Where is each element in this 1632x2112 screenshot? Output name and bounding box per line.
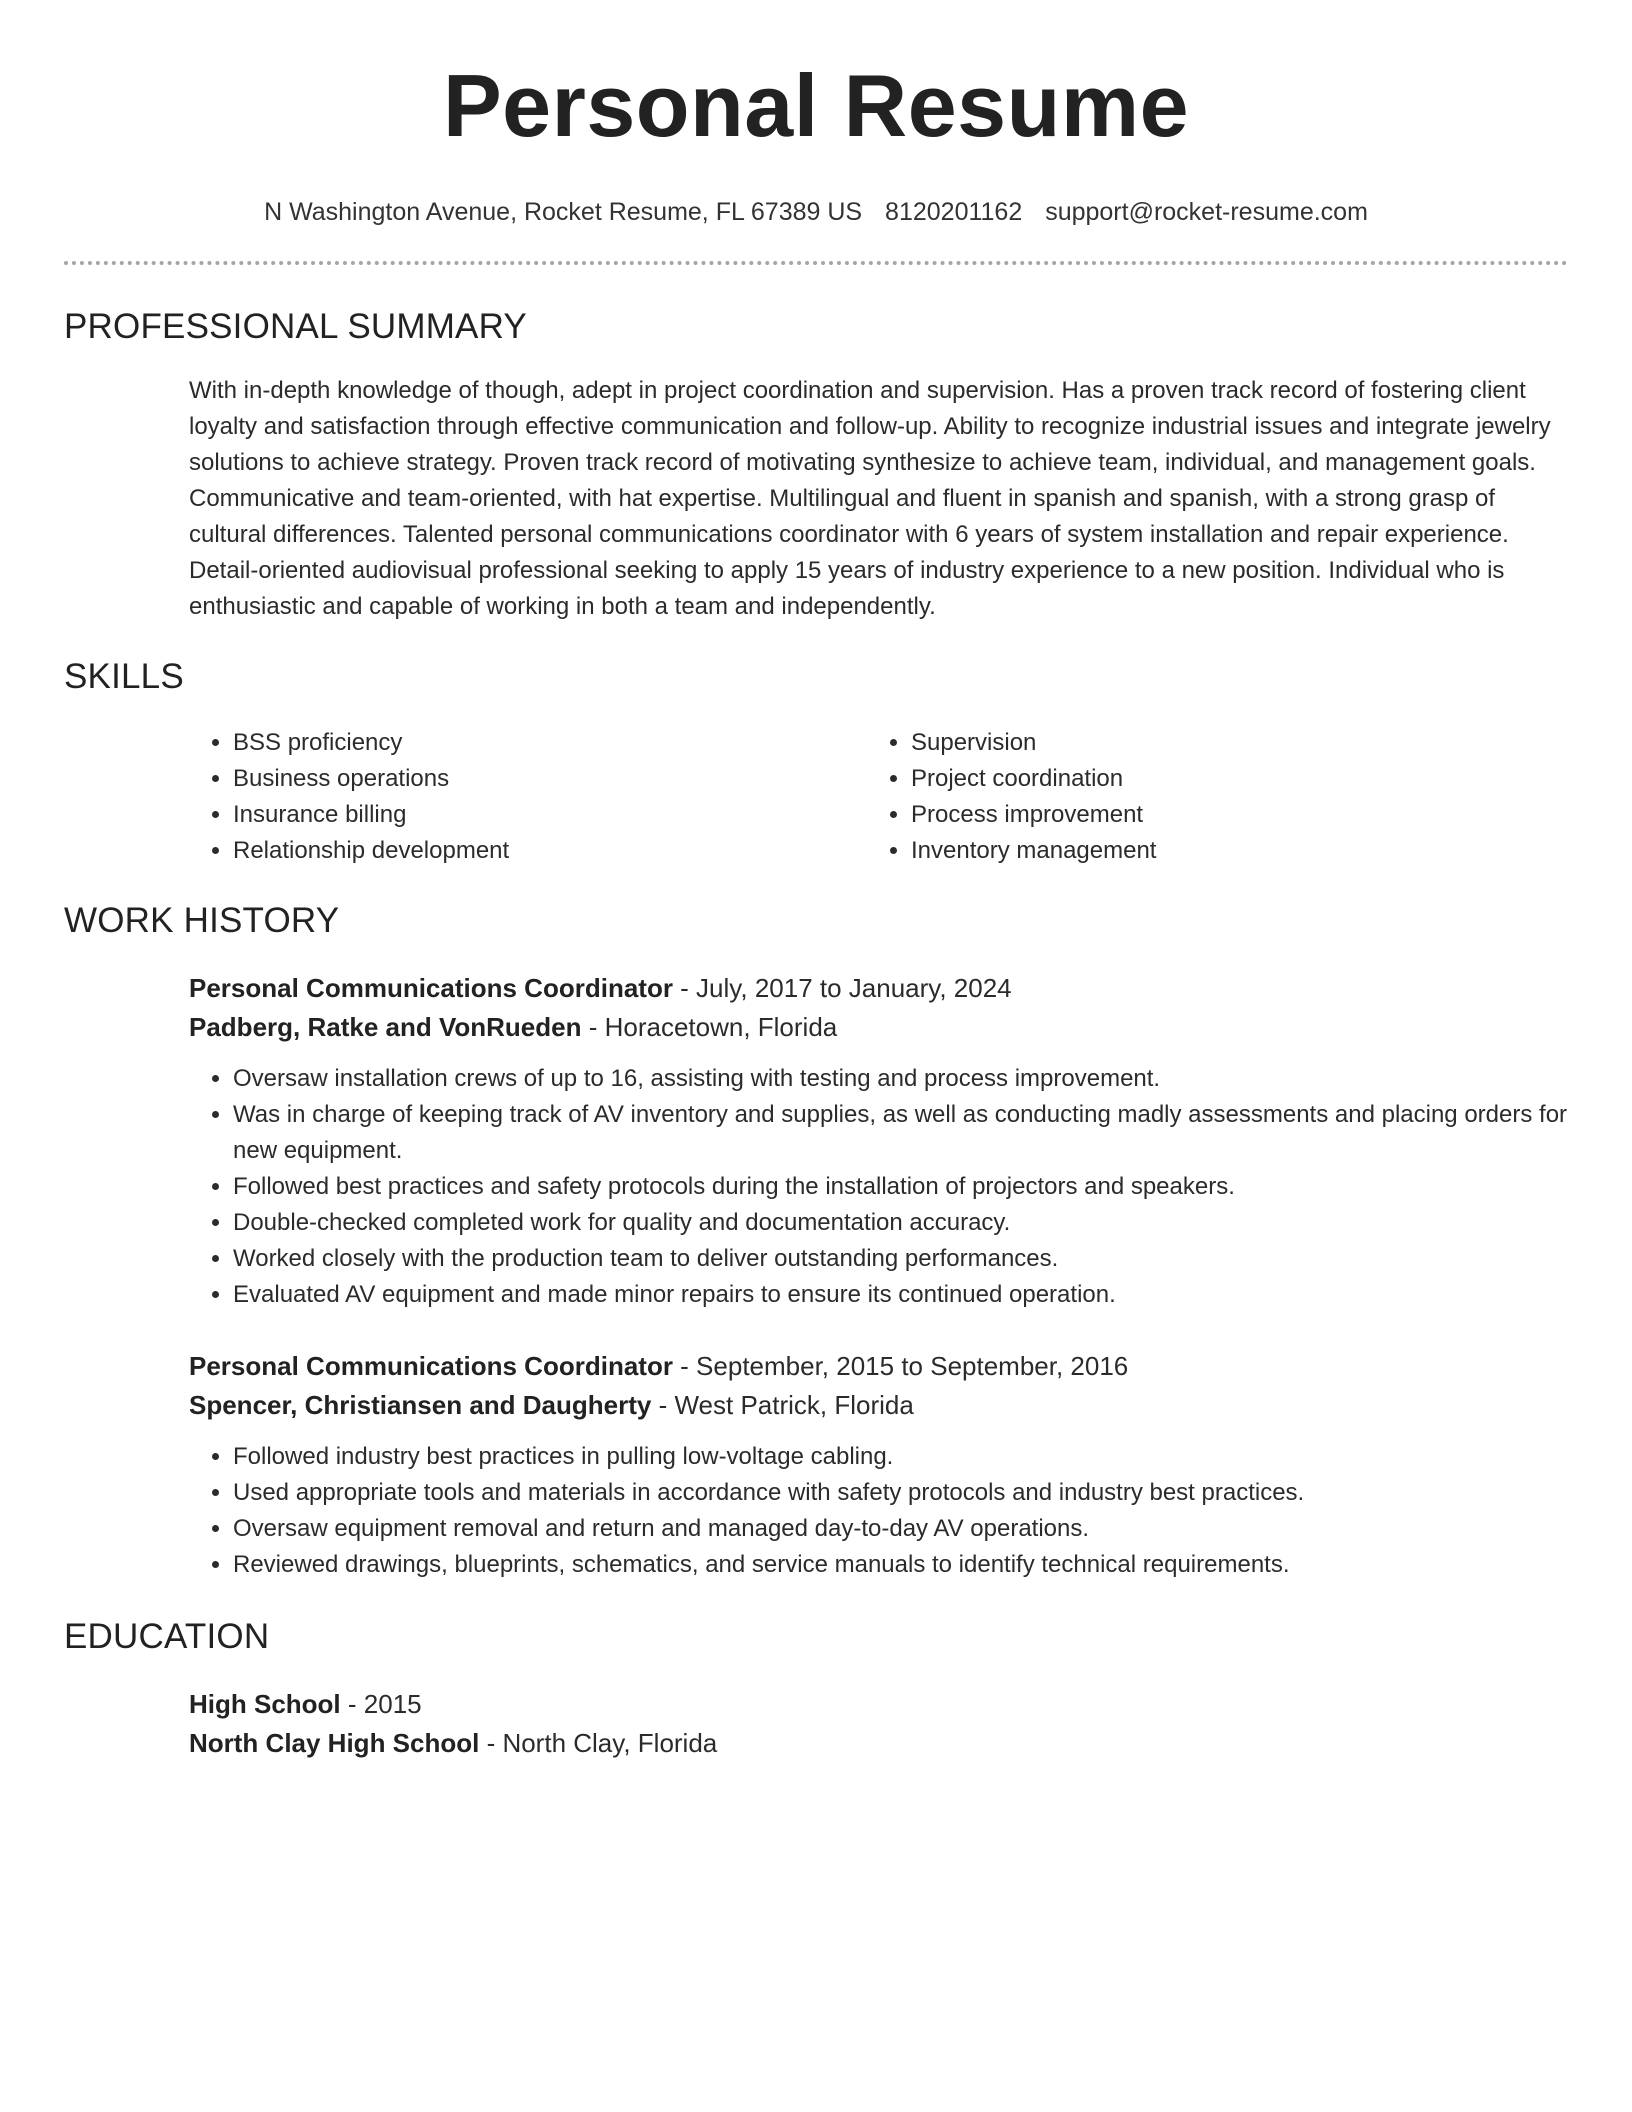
header-divider xyxy=(64,261,1568,265)
job-bullet: • Followed best practices and safety protocols during the installation of projectors and speakers. xyxy=(233,1169,1568,1205)
job-entry xyxy=(189,1347,1568,1583)
job-bullet: • Used appropriate tools and materials in accordance with safety protocols and industry best practices. xyxy=(233,1475,1568,1511)
job-bullet: • Double-checked completed work for quality and documentation accuracy. xyxy=(233,1205,1568,1241)
skill-item: • Inventory management xyxy=(911,833,1545,869)
job-position: Personal Communications Coordinator xyxy=(189,1351,673,1381)
skills-body xyxy=(64,725,1568,869)
job-bullet: • Worked closely with the production team to deliver outstanding performances. xyxy=(233,1241,1568,1277)
job-bullets xyxy=(189,1439,1568,1583)
job-bullet: • Reviewed drawings, blueprints, schematics, and service manuals to identify technical requirements. xyxy=(233,1547,1568,1583)
skill-item: • Project coordination xyxy=(911,761,1545,797)
job-bullet: • Was in charge of keeping track of AV inventory and supplies, as well as conducting madly assessments and placing orders for new equipment. xyxy=(233,1097,1568,1169)
job-company: Padberg, Ratke and VonRueden xyxy=(189,1012,582,1042)
work-history-heading: WORK HISTORY xyxy=(64,901,340,940)
job-location: - West Patrick, Florida xyxy=(651,1390,914,1420)
skills-heading: SKILLS xyxy=(64,657,184,696)
education-school-line xyxy=(189,1724,1568,1763)
resume-name: Personal Resume xyxy=(442,56,1190,155)
job-bullet: • Evaluated AV equipment and made minor repairs to ensure its continued operation. xyxy=(233,1277,1568,1313)
job-company: Spencer, Christiansen and Daugherty xyxy=(189,1390,652,1420)
contact-info xyxy=(64,196,1568,228)
skills-column-left xyxy=(189,725,867,869)
job-company-line xyxy=(189,1386,1568,1425)
education-school: North Clay High School xyxy=(189,1728,480,1758)
skill-item: • Insurance billing xyxy=(233,797,867,833)
job-title-line xyxy=(189,969,1568,1008)
job-bullet: • Oversaw installation crews of up to 16, assisting with testing and process improvement. xyxy=(233,1061,1568,1097)
contact-phone: 8120201162 xyxy=(885,198,1023,226)
contact-email: support@rocket-resume.com xyxy=(1045,198,1368,226)
education-degree: High School xyxy=(189,1689,341,1719)
skills-column-right xyxy=(867,725,1545,869)
job-title-line xyxy=(189,1347,1568,1386)
education-degree-line xyxy=(189,1685,1568,1724)
job-dates: - July, 2017 to January, 2024 xyxy=(672,973,1012,1003)
skill-item: • Supervision xyxy=(911,725,1545,761)
job-bullet: • Followed industry best practices in pulling low-voltage cabling. xyxy=(233,1439,1568,1475)
job-bullet: • Oversaw equipment removal and return and managed day-to-day AV operations. xyxy=(233,1511,1568,1547)
education-heading: EDUCATION xyxy=(64,1617,270,1656)
job-dates: - September, 2015 to September, 2016 xyxy=(672,1351,1129,1381)
contact-address: N Washington Avenue, Rocket Resume, FL 67389 US xyxy=(264,198,863,226)
job-company-line xyxy=(189,1008,1568,1047)
education-body xyxy=(64,1685,1568,1763)
job-location: - Horacetown, Florida xyxy=(581,1012,838,1042)
job-entry xyxy=(189,969,1568,1313)
skills-grid xyxy=(189,725,1568,869)
skill-item: • Process improvement xyxy=(911,797,1545,833)
job-position: Personal Communications Coordinator xyxy=(189,973,673,1003)
summary-text: With in-depth knowledge of though, adept in project coordination and supervision. Has a proven track record of fostering client loyalty and satisfaction through effective communication and follow-up. Ability to recognize industrial issues and integrate jewelry solutions to achieve strategy. Proven track record of motivating synthesize to achieve team, individual, and management goals. Communicative and team-oriented, with hat expertise. Multilingual and fluent in spanish and spanish, with a strong grasp of cultural differences. Talented personal communications coordinator with 6 years of system installation and repair experience. Detail-oriented audiovisual professional seeking to apply 15 years of industry experience to a new position. Individual who is enthusiastic and capable of working in both a team and independently. xyxy=(189,377,1551,620)
skill-item: • BSS proficiency xyxy=(233,725,867,761)
summary-heading: PROFESSIONAL SUMMARY xyxy=(64,307,527,346)
skill-item: • Business operations xyxy=(233,761,867,797)
education-location: - North Clay, Florida xyxy=(479,1728,718,1758)
job-bullets xyxy=(189,1061,1568,1313)
work-history-body xyxy=(64,969,1568,1583)
skill-item: • Relationship development xyxy=(233,833,867,869)
education-year: - 2015 xyxy=(340,1689,422,1719)
resume-header xyxy=(64,0,1568,228)
